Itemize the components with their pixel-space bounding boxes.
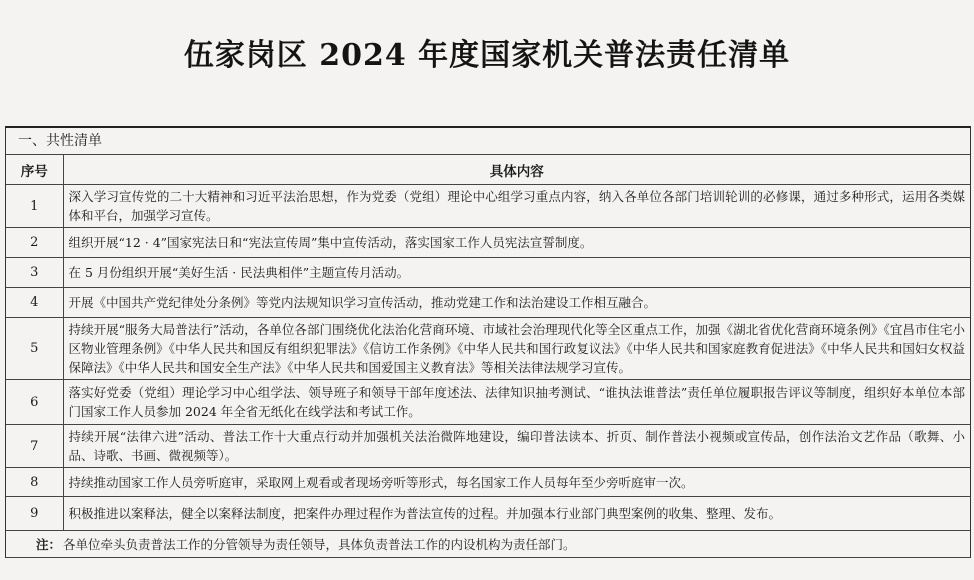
row-content: 在 5 月份组织开展“美好生活 · 民法典相伴”主题宣传月活动。 bbox=[63, 258, 970, 288]
table-row bbox=[6, 185, 970, 228]
row-index: 8 bbox=[6, 468, 63, 497]
table-note bbox=[6, 531, 970, 558]
responsibility-table-sheet bbox=[5, 126, 971, 558]
table-row bbox=[6, 497, 970, 531]
table-row bbox=[6, 228, 970, 258]
responsibility-table bbox=[6, 155, 970, 531]
row-content: 持续推动国家工作人员旁听庭审，采取网上观看或者现场旁听等形式，每名国家工作人员每年至少旁听庭审一次。 bbox=[63, 468, 970, 497]
table-row bbox=[6, 468, 970, 497]
row-index: 3 bbox=[6, 258, 63, 288]
header-index: 序号 bbox=[6, 155, 63, 185]
row-content: 落实好党委（党组）理论学习中心组学法、领导班子和领导干部年度述法、法律知识抽考测试、“谁执法谁普法”责任单位履职报告评议等制度，组织好本单位本部门国家工作人员参加 2024 年全省无纸化在线学法和考试工作。 bbox=[63, 380, 970, 425]
row-index: 4 bbox=[6, 288, 63, 318]
row-content: 组织开展“12 · 4”国家宪法日和“宪法宣传周”集中宣传活动，落实国家工作人员宪法宣誓制度。 bbox=[63, 228, 970, 258]
note-text: 各单位牵头负责普法工作的分管领导为责任领导，具体负责普法工作的内设机构为责任部门。 bbox=[63, 537, 576, 552]
note-label: 注： bbox=[36, 537, 62, 552]
table-header-row bbox=[6, 155, 970, 185]
table-row bbox=[6, 258, 970, 288]
section-title: 一、共性清单 bbox=[6, 128, 970, 155]
row-index: 6 bbox=[6, 380, 63, 425]
header-content: 具体内容 bbox=[63, 155, 970, 185]
document-title: 伍家岗区 2024 年度国家机关普法责任清单 bbox=[183, 38, 791, 73]
row-index: 1 bbox=[6, 185, 63, 228]
table-row bbox=[6, 318, 970, 380]
row-content: 深入学习宣传党的二十大精神和习近平法治思想，作为党委（党组）理论中心组学习重点内容，纳入各单位各部门培训轮训的必修课，通过多种形式，运用各类媒体和平台，加强学习宣传。 bbox=[63, 185, 970, 228]
table-row bbox=[6, 288, 970, 318]
row-index: 2 bbox=[6, 228, 63, 258]
row-index: 5 bbox=[6, 318, 63, 380]
row-index: 7 bbox=[6, 425, 63, 468]
table-row bbox=[6, 425, 970, 468]
row-index: 9 bbox=[6, 497, 63, 531]
row-content: 开展《中国共产党纪律处分条例》等党内法规知识学习宣传活动，推动党建工作和法治建设工作相互融合。 bbox=[63, 288, 970, 318]
row-content: 持续开展“法律六进”活动、普法工作十大重点行动并加强机关法治微阵地建设，编印普法读本、折页、制作普法小视频或宣传品，创作法治文艺作品（歌舞、小品、诗歌、书画、微视频等）。 bbox=[63, 425, 970, 468]
table-row bbox=[6, 380, 970, 425]
row-content: 积极推进以案释法，健全以案释法制度，把案件办理过程作为普法宣传的过程。并加强本行业部门典型案例的收集、整理、发布。 bbox=[63, 497, 970, 531]
row-content: 持续开展“服务大局普法行”活动，各单位各部门围绕优化法治化营商环境、市域社会治理现代化等全区重点工作，加强《湖北省优化营商环境条例》《宜昌市住宅小区物业管理条例》《中华人民共和国反有组织犯罪法》《信访工作条例》《中华人民共和国行政复议法》《中华人民共和国家庭教育促进法》《中华人民共和国妇女权益保障法》《中华人民共和国安全生产法》《中华人民共和国爱国主义教育法》等相关法律法规学习宣传。 bbox=[63, 318, 970, 380]
